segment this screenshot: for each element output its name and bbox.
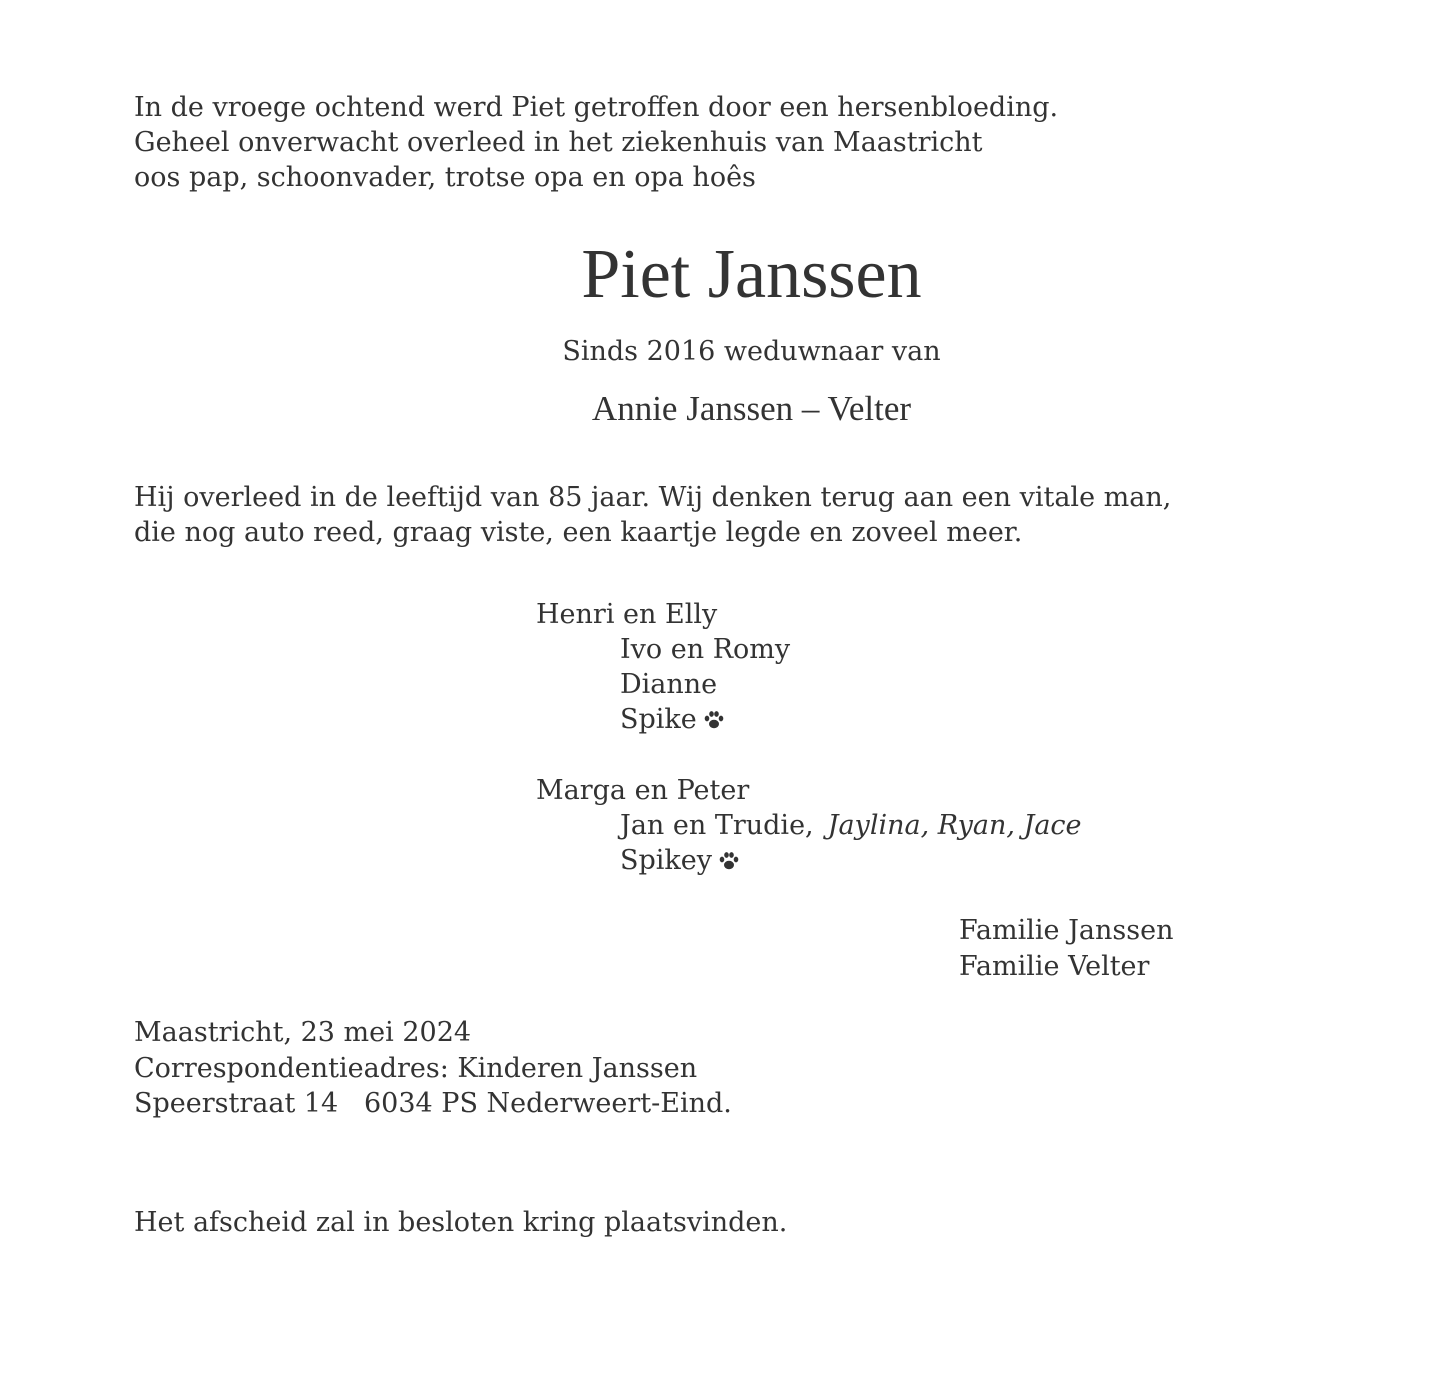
- pet-name: Spike: [620, 704, 697, 735]
- deceased-name: Piet Janssen: [581, 236, 922, 313]
- pet-name: Spikey: [620, 845, 713, 876]
- intro-line-3: oos pap, schoonvader, trotse opa en opa hoês: [134, 162, 756, 193]
- widow-text: Sinds 2016 weduwnaar van: [562, 336, 941, 367]
- grandchildren-names: Jaylina, Ryan, Jace: [827, 810, 1082, 841]
- tribute-line-2: die nog auto reed, graag viste, een kaartje legde en zoveel meer.: [134, 517, 1023, 548]
- family-name-janssen: Familie Janssen: [959, 915, 1174, 946]
- family-parents: Marga en Peter: [536, 775, 750, 806]
- place-date: Maastricht, 23 mei 2024: [134, 1017, 472, 1048]
- family-child: Ivo en Romy: [620, 634, 791, 665]
- family-pet: [620, 843, 740, 878]
- family-child-couple: Jan en Trudie,: [620, 810, 814, 841]
- correspondence-address-label: Correspondentieadres: Kinderen Janssen: [134, 1053, 698, 1084]
- family-pet: [620, 702, 725, 737]
- farewell-note: Het afscheid zal in besloten kring plaatsvinden.: [134, 1207, 788, 1238]
- postal-address: Speerstraat 14 6034 PS Nederweert-Eind.: [134, 1088, 732, 1119]
- tribute-line-1: Hij overleed in de leeftijd van 85 jaar. Wij denken terug aan een vitale man,: [134, 482, 1172, 513]
- family-child: Dianne: [620, 669, 718, 700]
- family-child: [620, 808, 1082, 843]
- family-parents: Henri en Elly: [536, 599, 718, 630]
- paw-print-icon: [703, 709, 725, 731]
- intro-line-1: In de vroege ochtend werd Piet getroffen door een hersenbloeding.: [134, 92, 1059, 123]
- spouse-name: Annie Janssen – Velter: [591, 389, 912, 428]
- intro-line-2: Geheel onverwacht overleed in het ziekenhuis van Maastricht: [134, 127, 983, 158]
- family-name-velter: Familie Velter: [959, 951, 1150, 982]
- paw-print-icon: [718, 850, 740, 872]
